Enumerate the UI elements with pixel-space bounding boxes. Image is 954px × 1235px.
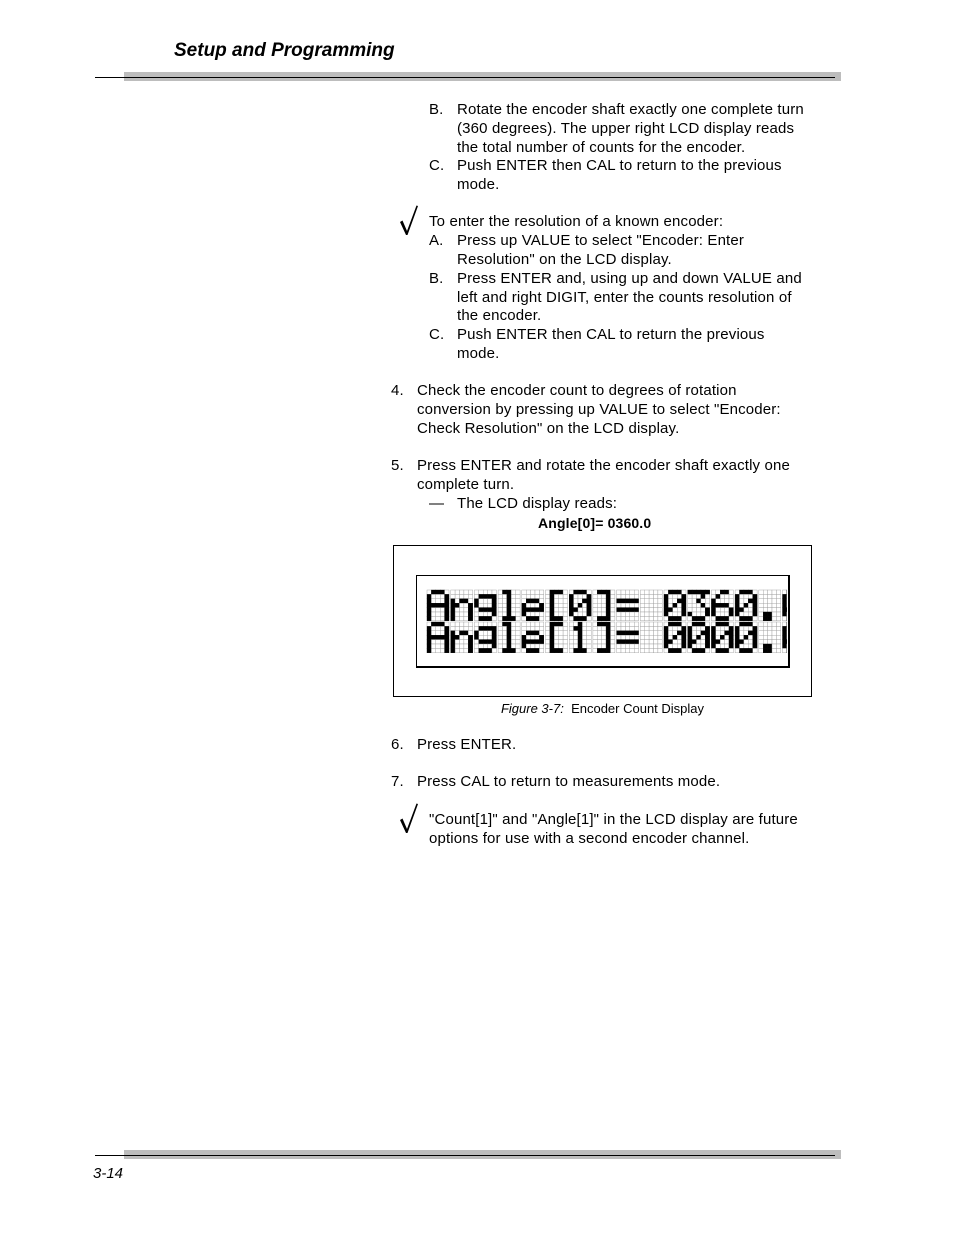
lcd-char	[617, 590, 639, 621]
lcd-char	[451, 590, 473, 621]
lcd-char	[474, 590, 496, 621]
text-line: the encoder.	[457, 307, 542, 325]
text-line: "Count[1]" and "Angle[1]" in the LCD display are future	[429, 811, 798, 828]
lcd-char	[688, 622, 710, 653]
step-5	[391, 457, 851, 533]
substep-b	[429, 270, 849, 326]
lcd-char	[546, 590, 568, 621]
note-known-encoder	[429, 213, 849, 364]
text-line: (360 degrees). The upper right LCD display reads	[457, 119, 795, 137]
lcd-char	[783, 622, 788, 653]
lcd-char	[640, 590, 662, 621]
step3-substeps	[429, 101, 849, 195]
substep-letter: B.	[429, 101, 444, 118]
text-line: Resolution" on the LCD display.	[457, 250, 672, 268]
note-future-options	[429, 811, 849, 849]
lcd-display	[416, 575, 790, 668]
step-7	[391, 773, 851, 792]
text-line: Rotate the encoder shaft exactly one complete turn	[457, 101, 804, 118]
text-line: Press up VALUE to select "Encoder: Enter	[457, 231, 745, 249]
figure-caption	[393, 701, 812, 716]
step-6	[391, 736, 851, 755]
text-line: Press ENTER and rotate the encoder shaft exactly one	[417, 457, 790, 474]
lcd-char	[546, 622, 568, 653]
lcd-char	[617, 622, 639, 653]
text-line: the total number of counts for the encoder.	[457, 138, 746, 156]
page-header-title: Setup and Programming	[174, 40, 395, 61]
text-line: mode.	[457, 175, 500, 193]
lcd-char	[427, 590, 449, 621]
lcd-char	[688, 590, 710, 621]
step-text: Press ENTER.	[417, 736, 517, 753]
substep-letter: A.	[429, 231, 444, 249]
lcd-line	[427, 590, 787, 621]
lcd-char	[451, 622, 473, 653]
lcd-char	[640, 622, 662, 653]
text-line: conversion by pressing up VALUE to select "Encoder:	[417, 400, 781, 418]
header-rule-line	[95, 77, 835, 78]
em-dash: —	[429, 494, 445, 512]
text-line: mode.	[457, 344, 500, 362]
text-line: Push ENTER then CAL to return to the previous	[457, 157, 782, 174]
step-4	[391, 382, 851, 438]
lcd-char	[498, 622, 520, 653]
substep-c	[429, 326, 849, 364]
substep-letter: B.	[429, 269, 444, 287]
step-text: Press CAL to return to measurements mode.	[417, 773, 721, 790]
substep-letter: C.	[429, 325, 445, 343]
lcd-line	[427, 622, 787, 653]
lcd-char	[427, 622, 449, 653]
lcd-reading-value: Angle[0]= 0360.0	[538, 514, 652, 531]
lcd-char	[593, 622, 615, 653]
substep-c	[429, 157, 849, 195]
lcd-char	[569, 590, 591, 621]
step-number: 4.	[391, 382, 404, 399]
lcd-char	[498, 590, 520, 621]
lcd-char	[474, 622, 496, 653]
lcd-char	[735, 622, 757, 653]
dash-item	[417, 495, 851, 514]
lcd-char	[711, 590, 733, 621]
step-number: 7.	[391, 773, 404, 790]
checkmark-icon	[399, 802, 419, 834]
text-line: Check Resolution" on the LCD display.	[417, 419, 680, 437]
lcd-char	[664, 590, 686, 621]
figure-caption-label: Figure 3-7:	[500, 701, 564, 716]
lcd-char	[759, 590, 781, 621]
page-number: 3-14	[93, 1165, 124, 1182]
figure-caption-text: Encoder Count Display	[571, 701, 705, 716]
text-line: Push ENTER then CAL to return the previous	[457, 325, 765, 343]
step-number: 5.	[391, 457, 404, 474]
lcd-char	[735, 590, 757, 621]
lcd-char	[569, 622, 591, 653]
lcd-char	[664, 622, 686, 653]
substep-letter: C.	[429, 157, 445, 174]
substep-b	[429, 101, 849, 157]
text-line: complete turn.	[417, 475, 515, 493]
lcd-char	[759, 622, 781, 653]
lcd-dot-matrix	[417, 576, 787, 665]
dash-text: The LCD display reads:	[457, 494, 618, 512]
step-number: 6.	[391, 736, 404, 753]
footer-rule-line	[95, 1155, 835, 1156]
lcd-char	[711, 622, 733, 653]
note-intro: To enter the resolution of a known encoder:	[429, 213, 724, 230]
lcd-char	[593, 590, 615, 621]
text-line: left and right DIGIT, enter the counts resolution of	[457, 288, 792, 306]
text-line: Check the encoder count to degrees of rotation	[417, 382, 737, 399]
text-line: Press ENTER and, using up and down VALUE and	[457, 269, 802, 287]
lcd-char	[783, 590, 788, 621]
checkmark-icon	[399, 204, 419, 236]
lcd-char	[522, 622, 544, 653]
text-line: options for use with a second encoder channel.	[429, 829, 750, 847]
substep-a	[429, 232, 849, 270]
lcd-char	[522, 590, 544, 621]
